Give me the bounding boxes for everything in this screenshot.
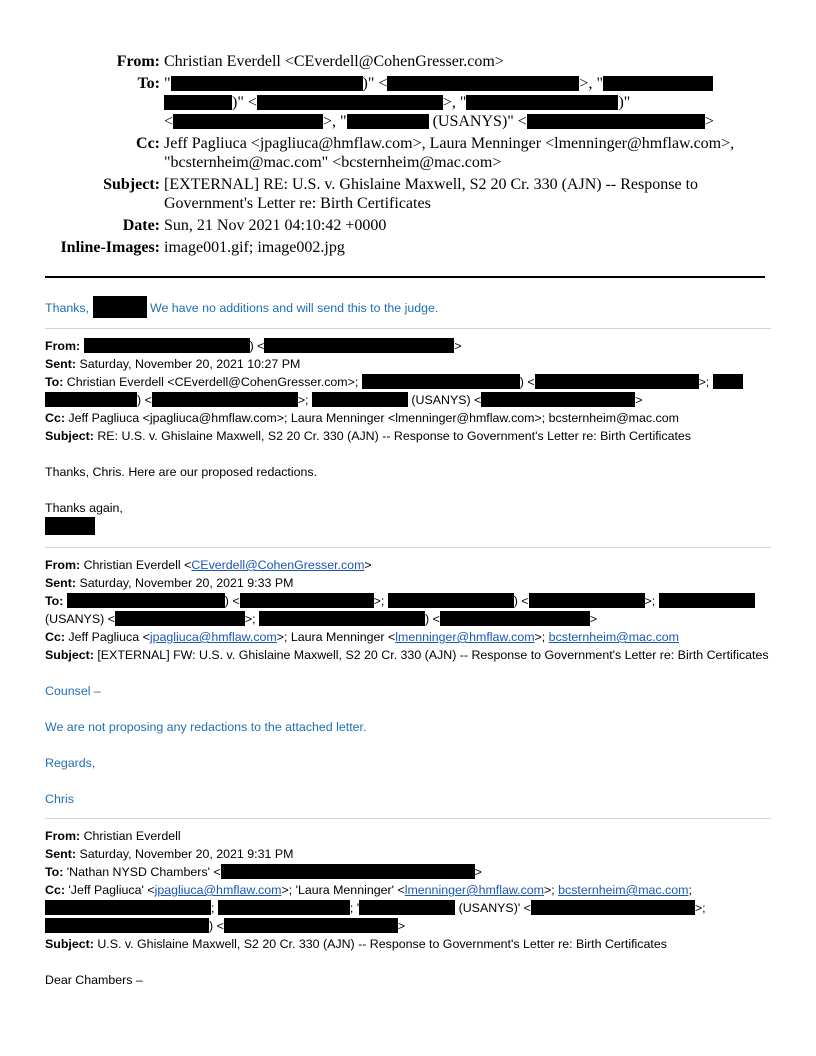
msg3-subject-label: Subject: — [45, 937, 94, 951]
redaction — [93, 296, 147, 318]
msg1-to-start: Christian Everdell <CEverdell@CohenGresser.com>; — [66, 375, 359, 389]
msg3-cc-label: Cc: — [45, 883, 65, 897]
redaction — [45, 918, 209, 933]
msg1-to-label: To: — [45, 375, 64, 389]
usanys-label: (USANYS)" — [432, 113, 514, 130]
redaction — [45, 900, 211, 915]
redaction — [115, 611, 245, 626]
msg3-to-value: 'Nathan NYSD Chambers' — [66, 865, 210, 879]
msg2-subject-label: Subject: — [45, 648, 94, 662]
msg3-cc-laura: 'Laura Menninger' — [295, 883, 395, 897]
msg3-sent-label: Sent: — [45, 847, 76, 861]
redaction — [388, 593, 514, 608]
msg1-subject-value: RE: U.S. v. Ghislaine Maxwell, S2 20 Cr. 330 (AJN) -- Response to Government's Letter re: Birth Certificates — [97, 429, 692, 443]
msg3-cc-laura-email-link[interactable]: lmenninger@hmflaw.com — [404, 883, 544, 897]
header-from-row — [0, 52, 816, 71]
redaction — [164, 95, 232, 110]
msg2-cc-label: Cc: — [45, 630, 65, 644]
redaction — [713, 374, 743, 389]
message-separator — [45, 328, 771, 329]
quoted-message-1: From: ) < > Sent: Saturday, November 20, 2021 10:27 PM To: Christian Everdell <CEverdell@CohenGresser.com>; ) < >; ) < >; (USANYS) < > Cc: Jeff Pagliuca <jpagliuca@hmflaw.com>; Laura Menninger <lmenninger@hmflaw.com>; bcsternheim@mac.com Subject: RE: U.S. v. Ghislaine Maxwell, S2 20 Cr. 330 (AJN) -- Response to Government's Letter re: Birth Certificates Thanks, Chris. Here are our proposed redactions. Thanks again, — [45, 337, 771, 537]
redaction — [659, 593, 755, 608]
reply-thanks: Thanks, — [45, 301, 90, 315]
redaction — [362, 374, 520, 389]
cc-value-line2: "bcsternheim@mac.com" <bcsternheim@mac.com> — [164, 154, 502, 171]
redaction — [240, 593, 374, 608]
msg2-cc-laura-email-link[interactable]: lmenninger@hmflaw.com — [395, 630, 535, 644]
msg3-from-label: From: — [45, 829, 81, 843]
redaction — [218, 900, 350, 915]
to-value: " )" < >, " )" < >, " )" < >, " (USANYS)" < > — [164, 75, 714, 130]
reply-message — [45, 296, 771, 318]
msg2-cc-laura: Laura Menninger — [290, 630, 385, 644]
msg2-usanys: (USANYS) — [45, 612, 105, 626]
msg2-from-email-link[interactable]: CEverdell@CohenGresser.com — [191, 558, 365, 572]
msg2-sent-value: Saturday, November 20, 2021 9:33 PM — [79, 576, 294, 590]
msg2-sent-label: Sent: — [45, 576, 76, 590]
subject-label: Subject: — [103, 176, 160, 193]
msg3-subject-value: U.S. v. Ghislaine Maxwell, S2 20 Cr. 330 (AJN) -- Response to Government's Letter re: Birth Certificates — [97, 937, 667, 951]
msg1-sent-label: Sent: — [45, 357, 76, 371]
msg2-body-signature: Chris — [45, 792, 74, 806]
redaction — [359, 900, 455, 915]
redaction — [312, 392, 408, 407]
from-value: Christian Everdell <CEverdell@CohenGresser.com> — [164, 53, 504, 70]
msg2-cc-bcs-email-link[interactable]: bcsternheim@mac.com — [548, 630, 679, 644]
msg2-to-label: To: — [45, 594, 64, 608]
redaction — [603, 76, 713, 91]
from-label: From: — [116, 53, 160, 70]
to-label: To: — [137, 75, 160, 92]
header-subject-row — [0, 175, 816, 213]
redaction — [529, 593, 645, 608]
redaction — [440, 611, 590, 626]
msg1-sent-value: Saturday, November 20, 2021 10:27 PM — [79, 357, 301, 371]
redaction — [347, 114, 429, 129]
msg3-cc-jeff-email-link[interactable]: jpagliuca@hmflaw.com — [154, 883, 282, 897]
msg2-from-label: From: — [45, 558, 81, 572]
redaction — [173, 114, 323, 129]
header-to-row — [0, 74, 816, 131]
date-value: Sun, 21 Nov 2021 04:10:42 +0000 — [164, 217, 387, 234]
redaction — [221, 864, 475, 879]
subject-line1: [EXTERNAL] RE: U.S. v. Ghislaine Maxwell, S2 20 Cr. 330 (AJN) -- Response to — [164, 176, 699, 193]
redaction — [387, 76, 579, 91]
msg3-from-value: Christian Everdell — [83, 829, 181, 843]
msg3-cc-jeff: 'Jeff Pagliuca' — [68, 883, 144, 897]
quoted-message-2: From: Christian Everdell <CEverdell@CohenGresser.com> Sent: Saturday, November 20, 2021 9:33 PM To: ) < >; ) < >; (USANYS) < >; ) < > Cc: Jeff Pagliuca <jpagliuca@hmflaw.com>; Laura Menninger <lmenninger@hmflaw.com>; bcsternheim@mac.com Subject: [EXTERNAL] FW: U.S. v. Ghislaine Maxwell, S2 20 Cr. 330 (AJN) -- Response to Government's Letter re: Birth Certificates Counsel – We are not proposing any redactions to the attached letter. Regards, Chris — [45, 556, 771, 808]
inline-images-label: Inline-Images: — [60, 239, 160, 256]
msg2-from-name: Christian Everdell — [83, 558, 181, 572]
redaction — [535, 374, 699, 389]
subject-line2: Government's Letter re: Birth Certificates — [164, 195, 431, 212]
msg2-body-text: We are not proposing any redactions to the attached letter. — [45, 720, 367, 734]
header-cc-row — [0, 134, 816, 172]
msg2-cc-jeff-email-link[interactable]: jpagliuca@hmflaw.com — [149, 630, 277, 644]
redaction — [466, 95, 618, 110]
redaction — [527, 114, 705, 129]
msg1-cc-value: Jeff Pagliuca <jpagliuca@hmflaw.com>; Laura Menninger <lmenninger@hmflaw.com>; bcsternheim@mac.com — [68, 411, 679, 425]
header-divider — [45, 276, 765, 278]
redaction — [257, 95, 443, 110]
msg3-cc-bcs-email-link[interactable]: bcsternheim@mac.com — [558, 883, 689, 897]
msg1-cc-label: Cc: — [45, 411, 65, 425]
msg3-to-label: To: — [45, 865, 64, 879]
msg3-greeting: Dear Chambers – — [45, 973, 143, 987]
redaction — [84, 338, 250, 353]
msg3-sent-value: Saturday, November 20, 2021 9:31 PM — [79, 847, 294, 861]
message-separator — [45, 818, 771, 819]
redaction — [531, 900, 695, 915]
cc-value-line1: Jeff Pagliuca <jpagliuca@hmflaw.com>, Laura Menninger <lmenninger@hmflaw.com>, — [164, 135, 735, 152]
msg1-subject-label: Subject: — [45, 429, 94, 443]
cc-label: Cc: — [136, 135, 160, 152]
redaction — [264, 338, 454, 353]
msg3-usanys: (USANYS)' — [458, 901, 521, 915]
msg1-from-label: From: — [45, 339, 81, 353]
redaction — [481, 392, 635, 407]
redaction — [45, 392, 137, 407]
redaction — [45, 517, 95, 535]
redaction — [224, 918, 398, 933]
email-body — [45, 296, 771, 989]
redaction — [152, 392, 298, 407]
msg1-signoff: Thanks again, — [45, 501, 123, 515]
msg2-body-regards: Regards, — [45, 756, 96, 770]
redaction — [67, 593, 225, 608]
redaction — [259, 611, 425, 626]
inline-images-value: image001.gif; image002.jpg — [164, 239, 345, 256]
quoted-message-3: From: Christian Everdell Sent: Saturday, November 20, 2021 9:31 PM To: 'Nathan NYSD Chambers' < > Cc: 'Jeff Pagliuca' <jpagliuca@hmflaw.com>; 'Laura Menninger' <lmenninger@hmflaw.com>; bcsternheim@mac.com; ; ; ' (USANYS)' < >; ) < > Subject: U.S. v. Ghislaine Maxwell, S2 20 Cr. 330 (AJN) -- Response to Government's Letter re: Birth Certificates Dear Chambers – — [45, 827, 771, 989]
date-label: Date: — [122, 217, 160, 234]
msg2-cc-jeff: Jeff Pagliuca — [68, 630, 140, 644]
msg2-body-greeting: Counsel – — [45, 684, 101, 698]
msg2-subject-value: [EXTERNAL] FW: U.S. v. Ghislaine Maxwell, S2 20 Cr. 330 (AJN) -- Response to Government's Letter re: Birth Certificates — [97, 648, 769, 662]
email-header — [0, 52, 816, 260]
reply-text: We have no additions and will send this to the judge. — [149, 301, 439, 315]
msg1-usanys: (USANYS) — [411, 393, 471, 407]
redaction — [171, 76, 363, 91]
header-date-row — [0, 216, 816, 235]
msg1-body-line: Thanks, Chris. Here are our proposed redactions. — [45, 465, 318, 479]
header-inline-images-row — [0, 238, 816, 257]
message-separator — [45, 547, 771, 548]
